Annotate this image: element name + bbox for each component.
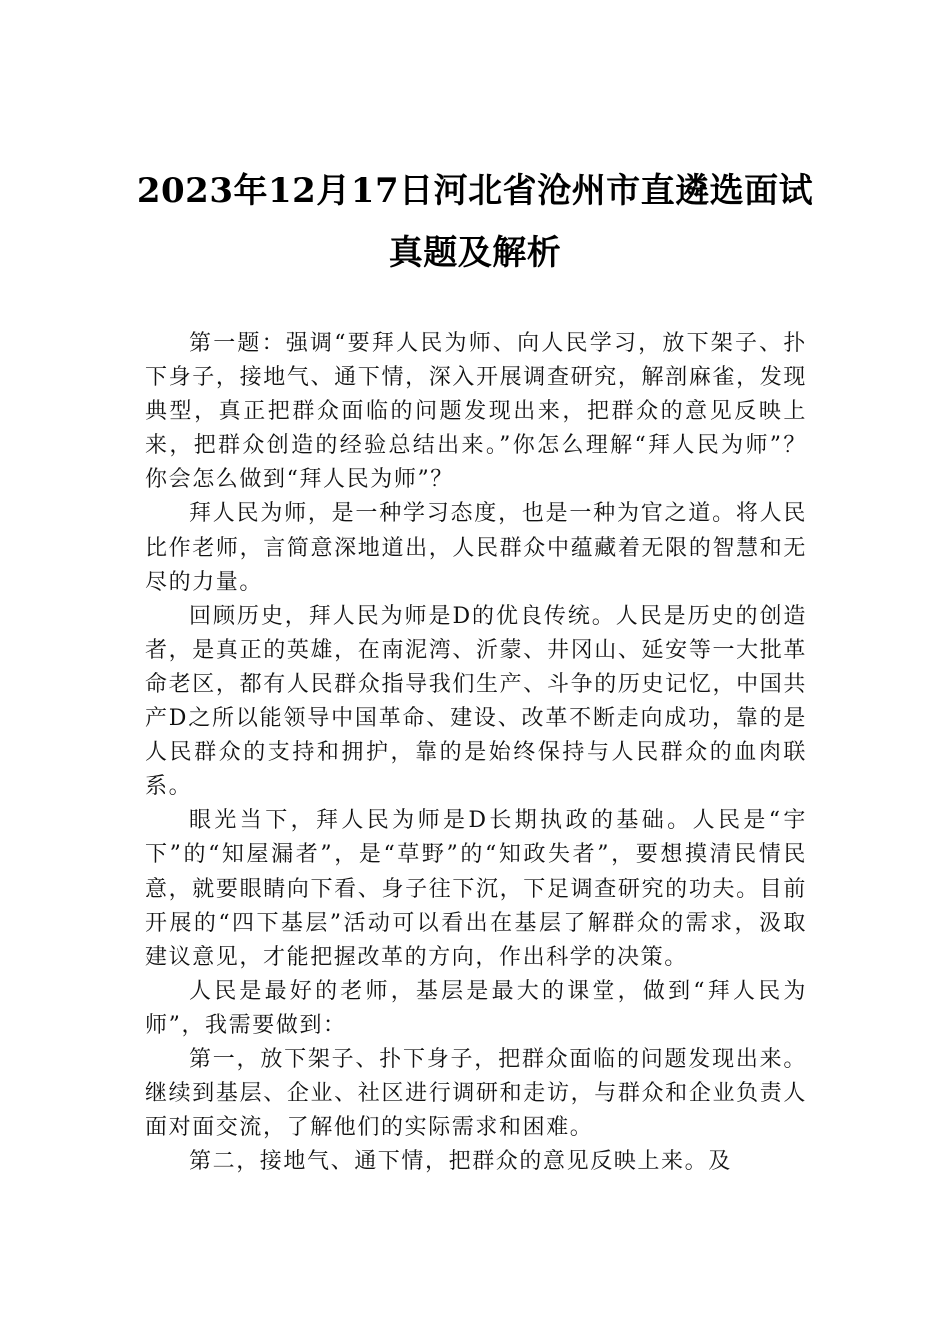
- paragraph-point-1: 第一，放下架子、扑下身子，把群众面临的问题发现出来。继续到基层、企业、社区进行调研和走访，与群众和企业负责人面对面交流，了解他们的实际需求和困难。: [145, 1046, 807, 1141]
- paragraph-transition: 人民是最好的老师，基层是最大的课堂，做到“拜人民为师”，我需要做到：: [145, 978, 807, 1038]
- paragraph-question-1: 第一题：强调“要拜人民为师、向人民学习，放下架子、扑下身子，接地气、通下情，深入开展调查研究，解剖麻雀，发现典型，真正把群众面临的问题发现出来，把群众的意见反映上来，把群众创造的经验总结出来。”你怎么理解“拜人民为师”？你会怎么做到“拜人民为师”？: [145, 331, 807, 493]
- paragraph-intro: 拜人民为师，是一种学习态度，也是一种为官之道。将人民比作老师，言简意深地道出，人民群众中蕴藏着无限的智慧和无尽的力量。: [145, 501, 807, 595]
- paragraph-point-2: 第二，接地气、通下情，把群众的意见反映上来。及: [189, 1149, 732, 1175]
- paragraph-present: 眼光当下，拜人民为师是D长期执政的基础。人民是“宇下”的“知屋漏者”，是“草野”的“知政失者”，要想摸清民情民意，就要眼睛向下看、身子往下沉，下足调查研究的功夫。目前开展的“四下基层”活动可以看出在基层了解群众的需求，汲取建议意见，才能把握改革的方向，作出科学的决策。: [145, 808, 807, 970]
- document-body: [145, 327, 807, 1179]
- document-title: 2023年12月17日河北省沧州市直遴选面试真题及解析: [136, 171, 814, 273]
- paragraph-history: 回顾历史，拜人民为师是D的优良传统。人民是历史的创造者，是真正的英雄，在南泥湾、沂蒙、井冈山、延安等一大批革命老区，都有人民群众指导我们生产、斗争的历史记忆，中国共产D之所以能领导中国革命、建设、改革不断走向成功，靠的是人民群众的支持和拥护，靠的是始终保持与人民群众的血肉联系。: [145, 603, 807, 800]
